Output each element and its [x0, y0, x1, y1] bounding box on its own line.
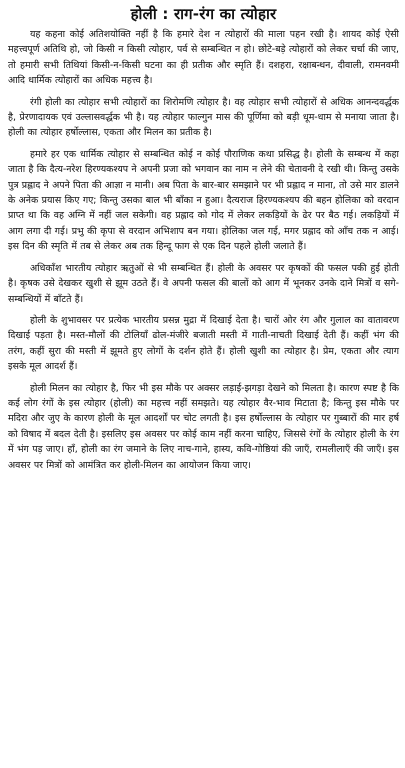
- essay-body: [8, 27, 399, 473]
- paragraph-5: होली के शुभावसर पर प्रत्येक भारतीय प्रसन्न मुद्रा में दिखाई देता है। चारों ओर रंग और गुलाल का वातावरण दिखाई पड़ता है। मस्त-मौलों की टोलियाँ ढोल-मंजीरे बजाती मस्ती में गाती-नाचती दिखाई देती हैं। कहीं भंग की तरंग, कहीं सुरा की मस्ती में झूमते हुए लोगों के दर्शन होते हैं। होली खुशी का त्योहार है। प्रेम, एकता और त्याग इसके मूल आदर्श हैं।: [8, 314, 399, 373]
- paragraph-2: रंगी होली का त्योहार सभी त्योहारों का शिरोमणि त्योहार है। वह त्योहार सभी त्योहारों से अधिक आनन्दवर्द्धक है, प्रेरणादायक एवं उल्लासवर्द्धक भी है। यह त्योहार फाल्गुन मास की पूर्णिमा को बड़ी धूम-धाम से मनाया जाता है। होली का त्योहार हर्षोल्लास, एकता और मिलन का प्रतीक है।: [8, 96, 399, 139]
- paragraph-3: हमारे हर एक धार्मिक त्योहार से सम्बन्धित कोई न कोई पौराणिक कथा प्रसिद्ध है। होली के सम्बन्ध में कहा जाता है कि दैत्य-नरेश हिरण्यकश्यप ने अपनी प्रजा को भगवान का नाम न लेने की चेतावनी दे रखी थी। किन्तु उसके पुत्र प्रह्लाद ने अपने पिता की आज्ञा न मानी। अब पिता के बार-बार समझाने पर भी प्रह्लाद न माना, तो उसे मार डालने के अनेक प्रयास किए गए; किन्तु उसका बाल भी बाँका न हुआ। दैत्यराज हिरण्यकश्यप की बहन होलिका को वरदान प्राप्त था कि वह अग्नि में नहीं जल सकेगी। वह प्रह्लाद को गोद में लेकर लकड़ियों के ढेर पर बैठ गई। लकड़ियों में आग लगा दी गई। प्रभु की कृपा से वरदान अभिशाप बन गया। होलिका जल गई, मगर प्रह्लाद को आँच तक न आई। इस दिन की स्मृति में तब से लेकर अब तक हिन्दू फाग से एक दिन पहले होली जलाते हैं।: [8, 148, 399, 253]
- paragraph-1: यह कहना कोई अतिशयोक्ति नहीं है कि हमारे देश न त्योहारों की माला पहन रखी है। शायद कोई ऐसी महत्त्वपूर्ण अतिथि हो, जो किसी न किसी त्योहार, पर्व से सम्बन्धित न हो। छोटे-बड़े त्योहारों को लेकर चर्चा की जाए, तो हमारी सभी तिथियां किसी-न-किसी घटना का ही प्रतीक और स्मृति हैं। दशहरा, रक्षाबन्धन, दीवाली, रामनवमी आदि धार्मिक त्योहारों का अधिक महत्त्व है।: [8, 29, 399, 87]
- essay-title: होली : राग-रंग का त्योहार: [130, 5, 277, 23]
- paragraph-6: होली मिलन का त्योहार है, फिर भी इस मौके पर अक्सर लड़ाई-झगड़ा देखने को मिलता है। कारण स्पष्ट है कि कई लोग रंगों के इस त्योहार (होली) का महत्त्व नहीं समझते। यह त्योहार वैर-भाव मिटाता है; किन्तु इस मौके पर मदिरा और जुए के कारण होली के मूल आदर्शों पर चोट लगती है। इस हर्षोल्लास के त्योहार पर गुब्बारों की मार हर्ष को विषाद में बदल देती है। इसलिए इस अवसर पर कोई काम नहीं करना चाहिए, जिससे रंगों के त्योहार होली के रंग में भंग पड़ जाए। हाँ, होली का रंग जमाने के लिए नाच-गाने, हास्य, कवि-गोष्ठियां की जाएँ, रामलीलाएँ की जाएँ। इस अवसर पर मित्रों को आमंत्रित कर होली-मिलन का आयोजन किया जाए।: [8, 382, 399, 471]
- paragraph-4: अधिकाँश भारतीय त्योहार ऋतुओं से भी सम्बन्धित हैं। होली के अवसर पर कृषकों की फसल पकी हुई होती है। कृषक उसे देखकर खुशी से झूम उठते हैं। वे अपनी फसल की बालों को आग में भूनकर उनके दाने मित्रों व सगे-सम्बन्धियों में बाँटते हैं।: [8, 262, 399, 305]
